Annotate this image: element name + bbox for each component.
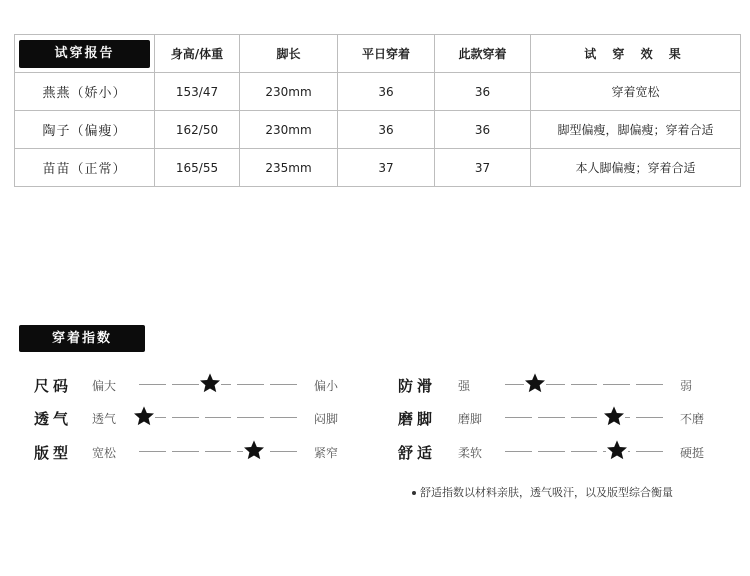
scale-high-label: 弱	[680, 379, 693, 393]
header-this-size: 此款穿着	[435, 35, 531, 73]
header-usual-size: 平日穿着	[338, 35, 435, 73]
table-row	[15, 111, 741, 149]
scale-low-label: 强	[458, 379, 471, 393]
scale-low-label: 磨脚	[458, 412, 483, 426]
scale-track-segment	[172, 384, 199, 385]
scale-low-label: 柔软	[458, 446, 483, 460]
tester-name: 陶子（偏瘦）	[15, 111, 155, 149]
scale-track-segment	[571, 451, 598, 452]
header-height-weight: 身高/体重	[155, 35, 240, 73]
footnote-text: 舒适指数以材料亲肤，透气吸汗，以及版型综合衡量	[420, 486, 673, 499]
scale-track-segment	[571, 417, 598, 418]
scale-row-left-2	[34, 439, 354, 463]
scale-track-segment	[139, 451, 166, 452]
tester-height-weight: 153/47	[155, 73, 240, 111]
scale-high-label: 硬挺	[680, 446, 705, 460]
tester-height-weight: 165/55	[155, 149, 240, 187]
table-row	[15, 149, 741, 187]
scale-track-segment	[636, 451, 663, 452]
scale-track-segment	[172, 417, 199, 418]
scale-track-segment	[505, 417, 532, 418]
scale-row-right-0	[398, 372, 720, 396]
tester-fit-result: 本人脚偏瘦；穿着合适	[531, 149, 741, 187]
scale-low-label: 宽松	[92, 446, 117, 460]
scale-track-segment	[270, 384, 297, 385]
scale-row-left-0	[34, 372, 354, 396]
header-fit-result: 试 穿 效 果	[531, 35, 741, 73]
scale-track-segment	[237, 417, 264, 418]
star-icon	[243, 439, 265, 461]
wear-index-footnote	[412, 484, 673, 500]
scale-track-segment	[538, 417, 565, 418]
tester-usual-size: 36	[338, 73, 435, 111]
header-foot-length: 脚长	[240, 35, 338, 73]
scale-track-segment	[237, 384, 264, 385]
scale-track-segment	[505, 451, 532, 452]
table-header-row	[15, 35, 741, 73]
scale-track-segment	[139, 384, 166, 385]
scale-track-segment	[636, 384, 663, 385]
tester-this-size: 37	[435, 149, 531, 187]
scale-track-segment	[205, 451, 232, 452]
scale-label: 磨脚	[398, 410, 437, 428]
star-icon	[133, 405, 155, 427]
tester-foot-length: 230mm	[240, 73, 338, 111]
scale-low-label: 偏大	[92, 379, 117, 393]
scale-track-segment	[172, 451, 199, 452]
scale-row-left-1	[34, 405, 354, 429]
star-icon	[524, 372, 546, 394]
star-icon	[199, 372, 221, 394]
tester-height-weight: 162/50	[155, 111, 240, 149]
scale-track-segment	[205, 417, 232, 418]
report-title-badge: 试穿报告	[19, 40, 150, 68]
bullet-icon	[412, 491, 416, 495]
wear-index-title: 穿着指数	[19, 325, 145, 352]
scale-track-segment	[571, 384, 598, 385]
scale-high-label: 不磨	[680, 412, 705, 426]
scale-row-right-2	[398, 439, 720, 463]
scale-track-segment	[270, 451, 297, 452]
scale-label: 透气	[34, 410, 73, 428]
star-icon	[603, 405, 625, 427]
table-row	[15, 73, 741, 111]
scale-label: 版型	[34, 444, 73, 462]
tester-this-size: 36	[435, 111, 531, 149]
tester-this-size: 36	[435, 73, 531, 111]
scale-high-label: 紧窄	[314, 446, 339, 460]
scale-track-segment	[538, 451, 565, 452]
scale-low-label: 透气	[92, 412, 117, 426]
tester-fit-result: 穿着宽松	[531, 73, 741, 111]
scale-high-label: 偏小	[314, 379, 339, 393]
tester-name: 苗苗（正常）	[15, 149, 155, 187]
scale-label: 舒适	[398, 444, 437, 462]
star-icon	[606, 439, 628, 461]
tester-name: 燕燕（娇小）	[15, 73, 155, 111]
scale-row-right-1	[398, 405, 720, 429]
tester-usual-size: 36	[338, 111, 435, 149]
scale-high-label: 闷脚	[314, 412, 339, 426]
tester-usual-size: 37	[338, 149, 435, 187]
scale-track-segment	[270, 417, 297, 418]
scale-label: 尺码	[34, 377, 73, 395]
scale-label: 防滑	[398, 377, 437, 395]
tester-fit-result: 脚型偏瘦，脚偏瘦；穿着合适	[531, 111, 741, 149]
tester-foot-length: 235mm	[240, 149, 338, 187]
try-on-report-table	[14, 34, 741, 187]
scale-track-segment	[636, 417, 663, 418]
report-title-cell	[15, 35, 155, 73]
tester-foot-length: 230mm	[240, 111, 338, 149]
scale-track-segment	[603, 384, 630, 385]
